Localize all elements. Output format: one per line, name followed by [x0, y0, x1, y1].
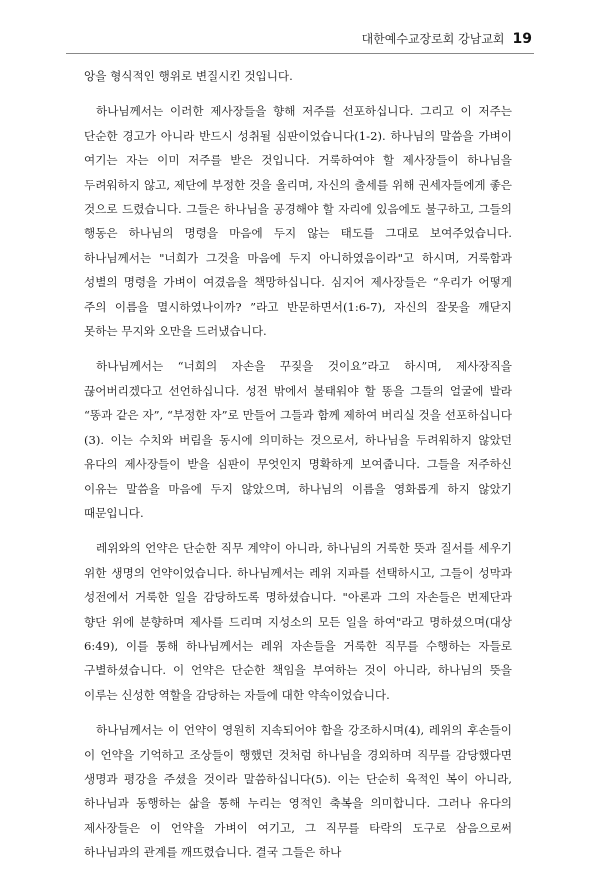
header-divider: [66, 53, 534, 54]
paragraph-1: 앙을 형식적인 행위로 변질시킨 것입니다.: [84, 69, 293, 83]
body-text: [84, 64, 512, 876]
paragraph-3: 하나님께서는 “너희의 자손을 꾸짖을 것이요”라고 하시며, 제사장직을 끊어버리겠다고 선언하십니다. 성전 밖에서 불태워야 할 똥을 그들의 얼굴에 발라 “똥과 같은 자”, “부정한 자”로 만들어 그들과 함께 제하여 버리실 것을 선포하십니다(3). 이는 수치와 버림을 동시에 의미하는 것으로서, 하나님을 두려워하지 않았던 유다의 제사장들이 받을 심판이 무엇인지 명확하게 보여줍니다. 그들을 저주하신 이유는 말씀을 마음에 두지 않았으며, 하나님의 이름을 영화롭게 하지 않았기 때문입니다.: [84, 359, 512, 520]
paragraph-4: 레위와의 언약은 단순한 직무 계약이 아니라, 하나님의 거룩한 뜻과 질서를 세우기 위한 생명의 언약이었습니다. 하나님께서는 레위 지파를 선택하시고, 그들이 성막과 성전에서 거룩한 일을 감당하도록 명하셨습니다. "아론과 그의 자손들은 번제단과 향단 위에 분향하며 제사를 드리며 지성소의 모든 일을 하여"라고 명하셨으며(대상 6:49), 이를 통해 하나님께서는 레위 자손들을 거룩한 직무를 수행하는 자들로 구별하셨습니다. 이 언약은 단순한 책임을 부여하는 것이 아니라, 하나님의 뜻을 이루는 신성한 역할을 감당하는 자들에 대한 약속이었습니다.: [84, 541, 512, 702]
paragraph-5: 하나님께서는 이 언약이 영원히 지속되어야 함을 강조하시며(4), 레위의 후손들이 이 언약을 기억하고 조상들이 행했던 것처럼 하나님을 경외하며 직무를 감당했다면 생명과 평강을 주셨을 것이라 말씀하십니다(5). 이는 단순히 육적인 복이 아니라, 하나님과 동행하는 삶을 통해 누리는 영적인 축복을 의미합니다. 그러나 유다의 제사장들은 이 언약을 가벼이 여기고, 그 직무를 타락의 도구로 삼음으로써 하나님과의 관계를 깨뜨렸습니다. 결국 그들은 하나: [84, 723, 512, 860]
page-number: 19: [512, 31, 532, 47]
paragraph-2: 하나님께서는 이러한 제사장들을 향해 저주를 선포하십니다. 그리고 이 저주는 단순한 경고가 아니라 반드시 성취될 심판이었습니다(1-2). 하나님의 말씀을 가벼이 여기는 자는 이미 저주를 받은 것입니다. 거룩하여야 할 제사장들이 하나님을 두려워하지 않고, 제단에 부정한 것을 올리며, 자신의 출세를 위해 권세자들에게 좋은 것으로 드렸습니다. 그들은 하나님을 공경해야 할 자리에 있음에도 불구하고, 그들의 행동은 하나님의 명령을 마음에 두지 않는 태도를 그대로 보여주었습니다. 하나님께서는 "너희가 그것을 마음에 두지 아니하였음이라"고 하시며, 거룩함과 성별의 명령을 가벼이 여겼음을 책망하십니다. 심지어 제사장들은 “우리가 어떻게 주의 이름을 멸시하였나이까? ”라고 반문하면서(1:6-7), 자신의 잘못을 깨닫지 못하는 무지와 오만을 드러냈습니다.: [84, 104, 512, 339]
header-title: 대한예수교장로회 강남교회: [361, 32, 505, 46]
running-header: [362, 30, 532, 47]
